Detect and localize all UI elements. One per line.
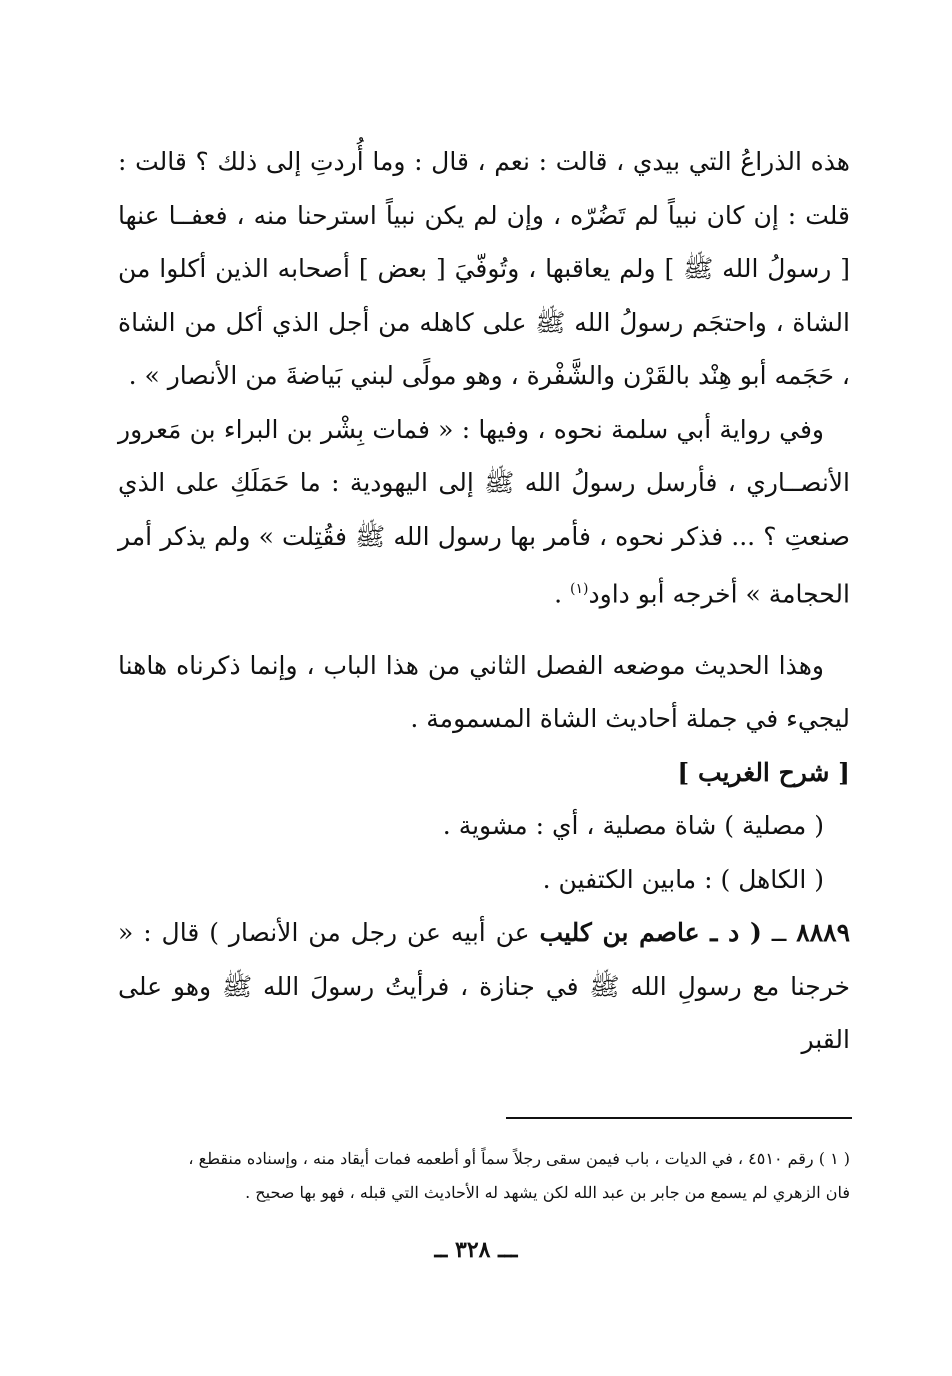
hadith-isnad: ( د ـ عاصم بن كليب <box>539 918 762 948</box>
paragraph-2-end: . <box>554 579 571 609</box>
footnote-line-1: ( ١ ) رقم ٤٥١٠ ، في الديات ، باب فيمن سقى رجلاً سماً أو أطعمه فمات أيقاد منه ، وإسناده منقطع ، <box>188 1149 850 1168</box>
paragraph-1: هذه الذراعُ التي بيدي ، قالت : نعم ، قال : وما أُردتِ إلى ذلك ؟ قالت : قلت : إن كان نبياً لم تَضُرّه ، وإن لم يكن نبياً استرحنا منه ، فعفــا عنها [ رسولُ الله ﷺ ] ولم يعاقبها ، وتُوفّيَ [ بعض ] أصحابه الذين أكلوا من الشاة ، واحتجَم رسولُ الله ﷺ على كاهله من أجل الذي أكل من الشاة ، حَجَمه أبو هِنْد بالقَرْن والشَّفْرة ، وهو مولًى لبني بَياضةَ من الأنصار » . <box>118 147 850 390</box>
footnote-marker: (١) <box>570 581 589 597</box>
hadith-number: ٨٨٨٩ <box>796 918 850 948</box>
gharib-heading: [ شرح الغريب ] <box>677 757 850 787</box>
hadith-text: عن أبيه عن رجل من الأنصار ) قال : « خرجنا مع رسولِ الله ﷺ في جنازة ، فرأيتُ رسولَ الله ﷺ وهو على القبر <box>118 918 850 1055</box>
hadith-dash: ــ <box>761 918 797 948</box>
paragraph-2 <box>118 403 850 621</box>
footnote-separator <box>506 1117 852 1119</box>
gharib-item-1: ( مصلية ) شاة مصلية ، أي : مشوية . <box>442 811 824 841</box>
gharib-item-2: ( الكاهل ) : مابين الكتفين . <box>542 864 824 894</box>
footnote-line-2: فان الزهري لم يسمع من جابر بن عبد الله لكن يشهد له الأحاديث التي قبله ، فهو بها صحيح . <box>245 1183 850 1202</box>
hadith-8889 <box>118 906 850 1067</box>
paragraph-3: وهذا الحديث موضعه الفصل الثاني من هذا الباب ، وإنما ذكرناه هاهنا ليجيء في جملة أحاديث الشاة المسمومة . <box>118 650 850 734</box>
main-text <box>118 135 850 1067</box>
footnote <box>118 1142 850 1210</box>
paragraph-2-text: وفي رواية أبي سلمة نحوه ، وفيها : « فمات بِشْر بن البراء بن مَعرور الأنصــاري ، فأرسل رسولُ الله ﷺ إلى اليهودية : ما حَمَلَكِ على الذي صنعتِ ؟ ... فذكر نحوه ، فأمر بها رسول الله ﷺ فقُتِلت » ولم يذكر أمر الحجامة » أخرجه أبو داود <box>118 414 850 609</box>
page-number: ـــ ٣٢٨ ــ <box>434 1237 518 1263</box>
